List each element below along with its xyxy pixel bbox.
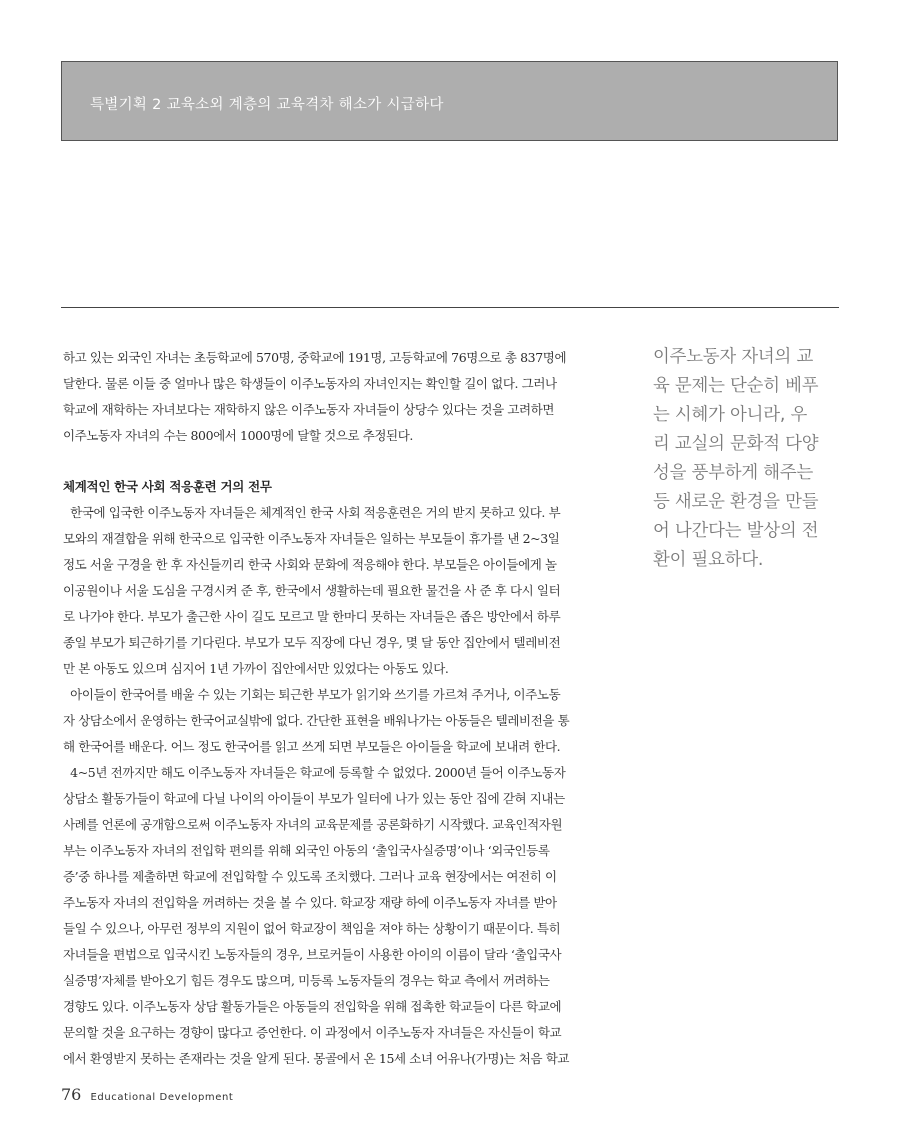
pullquote-line: 리 교실의 문화적 다양 (653, 434, 819, 454)
text-line: 들일 수 있으나, 아무런 정부의 지원이 없어 학교장이 책임을 져야 하는 상황이기 때문이다. 특히 (63, 921, 561, 936)
pull-quote (653, 343, 848, 575)
section-heading: 체계적인 한국 사회 적응훈련 거의 전무 (63, 479, 272, 494)
text-line: 상담소 활동가들이 학교에 다닐 나이의 아이들이 부모가 일터에 나가 있는 동안 집에 갇혀 지내는 (63, 791, 565, 806)
text-line: 주노동자 자녀의 전입학을 꺼려하는 것을 볼 수 있다. 학교장 재량 하에 이주노동자 자녀를 받아 (63, 895, 557, 910)
publication-name: Educational Development (90, 1092, 234, 1103)
pullquote-line: 성을 풍부하게 해주는 (653, 463, 814, 483)
text-line: 자녀들을 편법으로 입국시킨 노동자들의 경우, 브로커들이 사용한 아이의 이름이 달라 ‘출입국사 (63, 947, 562, 962)
section-banner (61, 61, 838, 141)
text-line: 학교에 재학하는 자녀보다는 재학하지 않은 이주노동자 자녀들이 상당수 있다는 것을 고려하면 (63, 402, 555, 417)
banner-title: 특별기획 2 교육소외 계층의 교육격차 해소가 시급하다 (90, 97, 444, 113)
text-line: 종일 부모가 퇴근하기를 기다린다. 부모가 모두 직장에 다닌 경우, 몇 달 동안 집안에서 텔레비전 (63, 635, 561, 650)
pullquote-line: 등 새로운 환경을 만들 (653, 492, 819, 512)
text-line: 달한다. 물론 이들 중 얼마나 많은 학생들이 이주노동자의 자녀인지는 확인할 길이 없다. 그러나 (63, 376, 557, 391)
pullquote-line: 어 나간다는 발상의 전 (653, 521, 819, 541)
text-line: 아이들이 한국어를 배울 수 있는 기회는 퇴근한 부모가 읽기와 쓰기를 가르쳐 주거나, 이주노동 (63, 687, 561, 702)
article-body (63, 345, 611, 1072)
paragraph-2 (63, 682, 611, 760)
text-line: 만 본 아동도 있으며 심지어 1년 가까이 집안에서만 있었다는 아동도 있다. (63, 661, 449, 676)
text-line: 로 나가야 한다. 부모가 출근한 사이 길도 모르고 말 한마디 못하는 자녀들은 좁은 방안에서 하루 (63, 609, 561, 624)
text-line: 정도 서울 구경을 한 후 자신들끼리 한국 사회와 문화에 적응해야 한다. 부모들은 아이들에게 놀 (63, 557, 557, 572)
text-line: 문의할 것을 요구하는 경향이 많다고 증언한다. 이 과정에서 이주노동자 자녀들은 자신들이 학교 (63, 1025, 562, 1040)
text-line: 증’중 하나를 제출하면 학교에 전입학할 수 있도록 조치했다. 그러나 교육 현장에서는 여전히 이 (63, 869, 557, 884)
pullquote-line: 육 문제는 단순히 베푸 (653, 376, 819, 396)
text-line: 사례를 언론에 공개함으로써 이주노동자 자녀의 교육문제를 공론화하기 시작했다. 교육인적자원 (63, 817, 563, 832)
pullquote-line: 이주노동자 자녀의 교 (653, 347, 814, 367)
text-line: 자 상담소에서 운영하는 한국어교실밖에 없다. 간단한 표현을 배워나가는 아동들은 텔레비전을 통 (63, 713, 570, 728)
text-line: 해 한국어를 배운다. 어느 정도 한국어를 읽고 쓰게 되면 부모들은 아이들을 학교에 보내려 한다. (63, 739, 561, 754)
text-line: 에서 환영받지 못하는 존재라는 것을 알게 된다. 몽골에서 온 15세 소녀 어유나(가명)는 처음 학교 (63, 1051, 570, 1066)
text-line: 실증명’자체를 받아오기 힘든 경우도 많으며, 미등록 노동자들의 경우는 학교 측에서 꺼려하는 (63, 973, 550, 988)
intro-paragraph (63, 345, 611, 449)
text-line: 경향도 있다. 이주노동자 상담 활동가들은 아동들의 전입학을 위해 접촉한 학교들이 다른 학교에 (63, 999, 562, 1014)
text-line: 4~5년 전까지만 해도 이주노동자 자녀들은 학교에 등록할 수 없었다. 2000년 들어 이주노동자 (63, 765, 566, 780)
text-line: 부는 이주노동자 자녀의 전입학 편의를 위해 외국인 아동의 ‘출입국사실증명’이나 ‘외국인등록 (63, 843, 550, 858)
pullquote-line: 는 시혜가 아니라, 우 (653, 405, 808, 425)
page-number: 76 (61, 1085, 82, 1104)
text-line: 모와의 재결합을 위해 한국으로 입국한 이주노동자 자녀들은 일하는 부모들이 휴가를 낸 2~3일 (63, 531, 560, 546)
paragraph-1 (63, 500, 611, 682)
page-footer (61, 1085, 233, 1104)
text-line: 하고 있는 외국인 자녀는 초등학교에 570명, 중학교에 191명, 고등학교에 76명으로 총 837명에 (63, 350, 567, 365)
paragraph-3 (63, 760, 611, 1072)
text-line: 이공원이나 서울 도심을 구경시켜 준 후, 한국에서 생활하는데 필요한 물건을 사 준 후 다시 일터 (63, 583, 561, 598)
text-line: 이주노동자 자녀의 수는 800에서 1000명에 달할 것으로 추정된다. (63, 428, 413, 443)
horizontal-rule (61, 307, 839, 308)
text-line: 한국에 입국한 이주노동자 자녀들은 체계적인 한국 사회 적응훈련은 거의 받지 못하고 있다. 부 (63, 505, 561, 520)
pullquote-line: 환이 필요하다. (653, 550, 764, 570)
